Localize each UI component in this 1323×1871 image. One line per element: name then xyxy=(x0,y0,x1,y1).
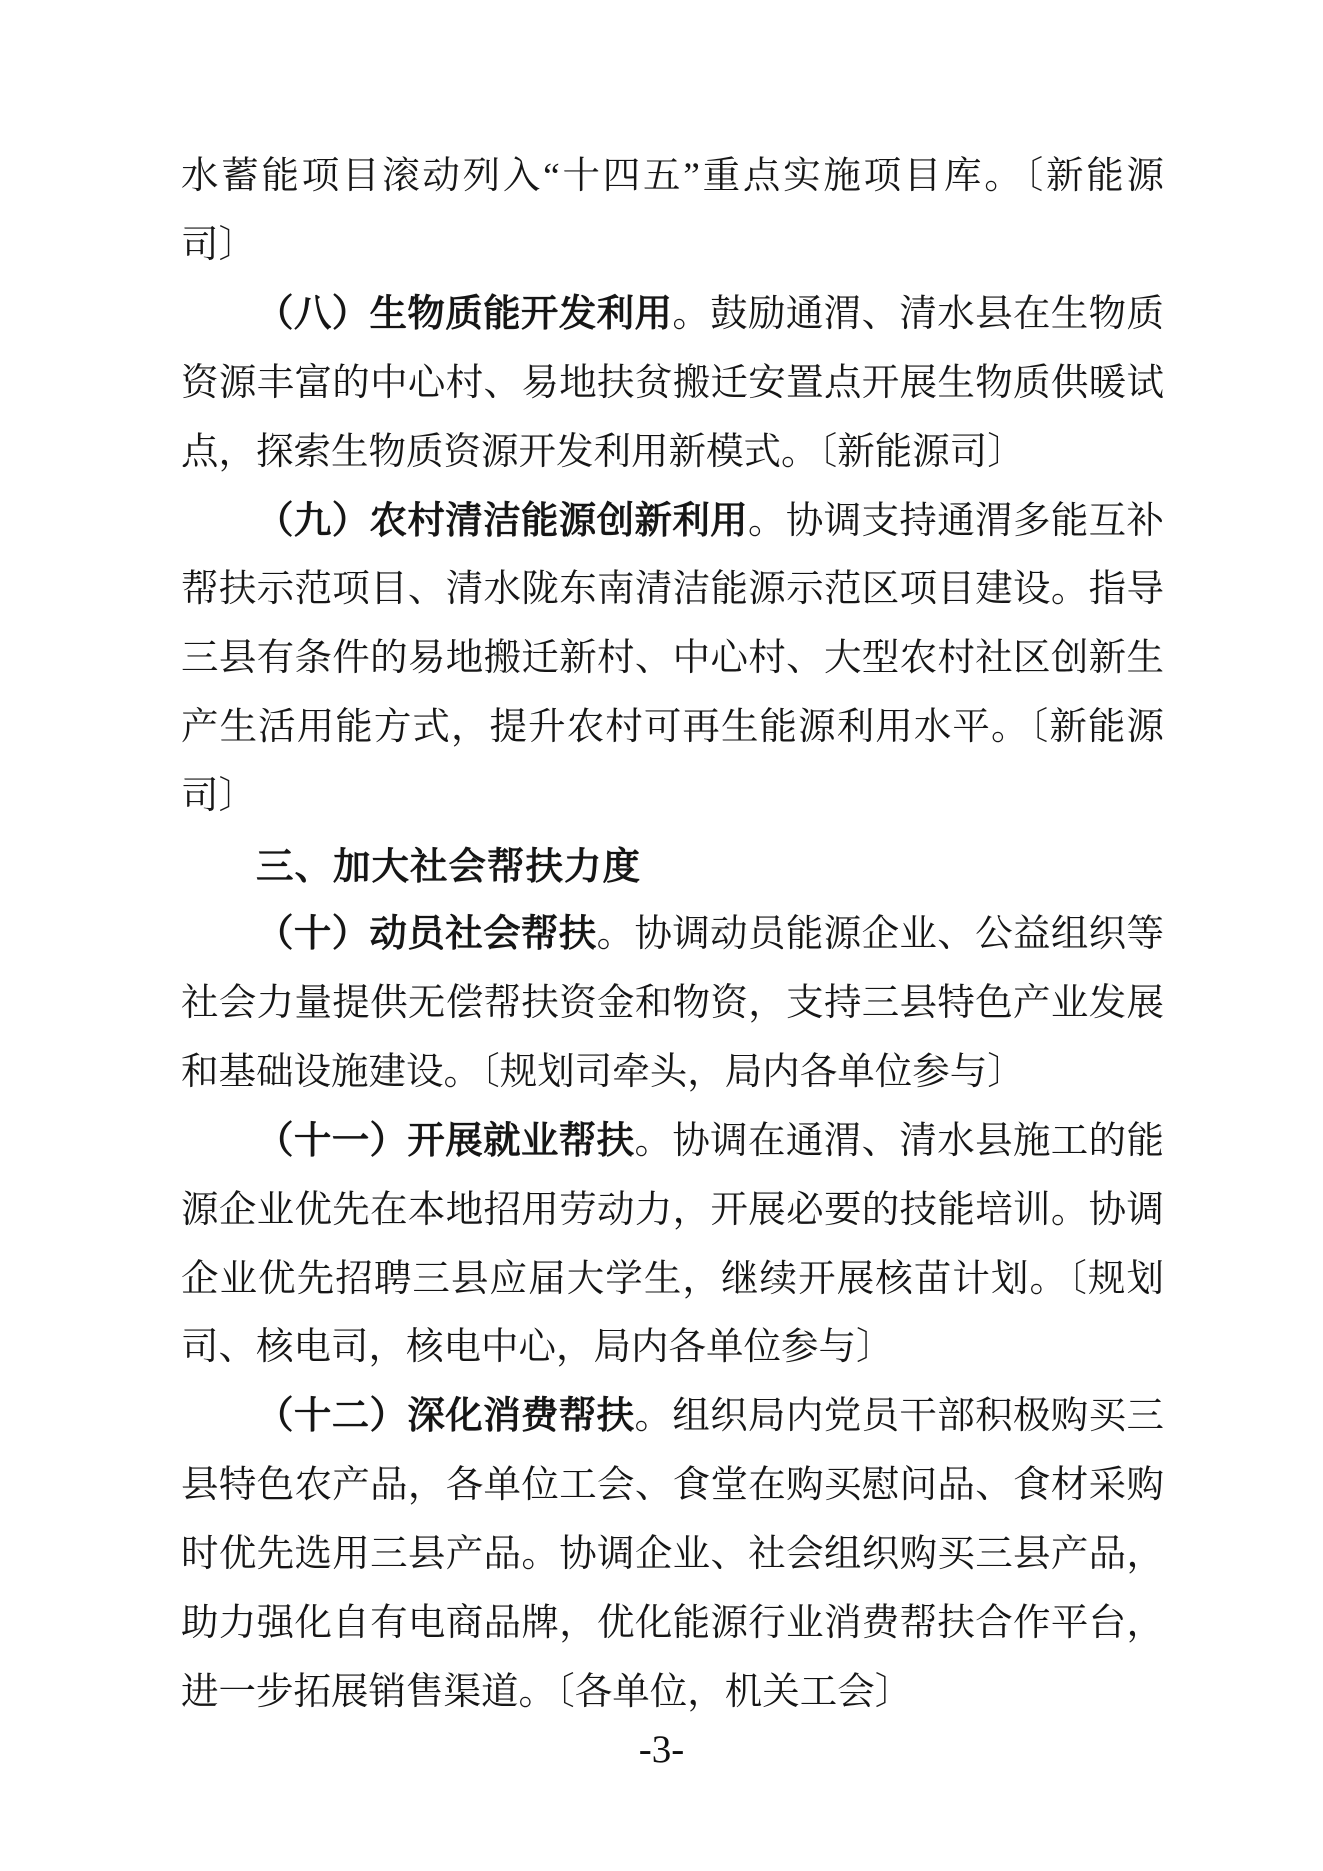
bold-run: （九）农村清洁能源创新利用 xyxy=(256,500,749,542)
text-run: 司〕 xyxy=(181,224,256,266)
text-line xyxy=(181,212,1164,281)
text-run: 。组织局内党员干部积极购买三 xyxy=(634,1396,1165,1438)
text-run: 水蓄能项目滚动列入“十四五”重点实施项目库。〔新能源 xyxy=(181,156,1164,197)
text-line xyxy=(181,143,1164,212)
text-line xyxy=(181,1108,1164,1177)
text-run: 司、核电司，核电中心，局内各单位参与〕 xyxy=(181,1327,894,1369)
text-run: 县特色农产品，各单位工会、食堂在购买慰问品、食材采购 xyxy=(181,1465,1164,1507)
text-line xyxy=(181,1521,1164,1590)
text-run: 时优先选用三县产品。协调企业、社会组织购买三县产品， xyxy=(181,1534,1164,1576)
text-line xyxy=(181,1452,1164,1521)
text-run: 。鼓励通渭、清水县在生物质 xyxy=(672,293,1165,335)
text-run: 助力强化自有电商品牌，优化能源行业消费帮扶合作平台， xyxy=(181,1603,1164,1645)
bold-run: （十二）深化消费帮扶 xyxy=(256,1396,635,1438)
text-run: 进一步拓展销售渠道。〔各单位，机关工会〕 xyxy=(181,1671,913,1713)
text-run: 源企业优先在本地招用劳动力，开展必要的技能培训。协调 xyxy=(181,1189,1164,1231)
bold-run: （十一）开展就业帮扶 xyxy=(256,1120,635,1162)
text-run: 企业优先招聘三县应届大学生，继续开展核苗计划。〔规划 xyxy=(181,1258,1164,1300)
text-run: 点，探索生物质资源开发利用新模式。〔新能源司〕 xyxy=(181,431,1025,473)
page-number: -3- xyxy=(638,1728,685,1771)
text-run: 社会力量提供无偿帮扶资金和物资，支持三县特色产业发展 xyxy=(181,982,1164,1024)
text-run: 。协调在通渭、清水县施工的能 xyxy=(634,1120,1165,1162)
text-run: 三、加大社会帮扶力度 xyxy=(256,845,641,888)
text-run: 资源丰富的中心村、易地扶贫搬迁安置点开展生物质供暖试 xyxy=(181,362,1164,404)
text-line xyxy=(181,1590,1164,1659)
bold-run: （八）生物质能开发利用 xyxy=(256,293,673,335)
text-line xyxy=(181,763,1164,832)
bold-run: （十）动员社会帮扶 xyxy=(256,913,597,955)
text-line xyxy=(181,1659,1164,1728)
text-run: 和基础设施建设。〔规划司牵头，局内各单位参与〕 xyxy=(181,1051,1025,1093)
text-line xyxy=(181,1246,1164,1315)
text-line xyxy=(181,281,1164,350)
text-run: 司〕 xyxy=(181,776,256,818)
text-line xyxy=(181,970,1164,1039)
section-heading xyxy=(181,832,1164,901)
text-line xyxy=(181,1383,1164,1452)
text-line xyxy=(181,1177,1164,1246)
text-run: 。协调支持通渭多能互补 xyxy=(748,500,1165,542)
text-line xyxy=(181,694,1164,763)
text-line xyxy=(181,350,1164,419)
text-line xyxy=(181,1314,1164,1383)
text-run: 三县有条件的易地搬迁新村、中心村、大型农村社区创新生 xyxy=(181,638,1164,680)
document-body xyxy=(181,143,1164,1728)
text-line xyxy=(181,419,1164,488)
text-line xyxy=(181,1039,1164,1108)
text-line xyxy=(181,488,1164,557)
text-run: 产生活用能方式，提升农村可再生能源利用水平。〔新能源 xyxy=(181,707,1164,749)
text-line xyxy=(181,556,1164,625)
text-run: 帮扶示范项目、清水陇东南清洁能源示范区项目建设。指导 xyxy=(181,569,1164,611)
text-run: 。协调动员能源企业、公益组织等 xyxy=(596,913,1165,955)
text-line xyxy=(181,901,1164,970)
text-line xyxy=(181,625,1164,694)
